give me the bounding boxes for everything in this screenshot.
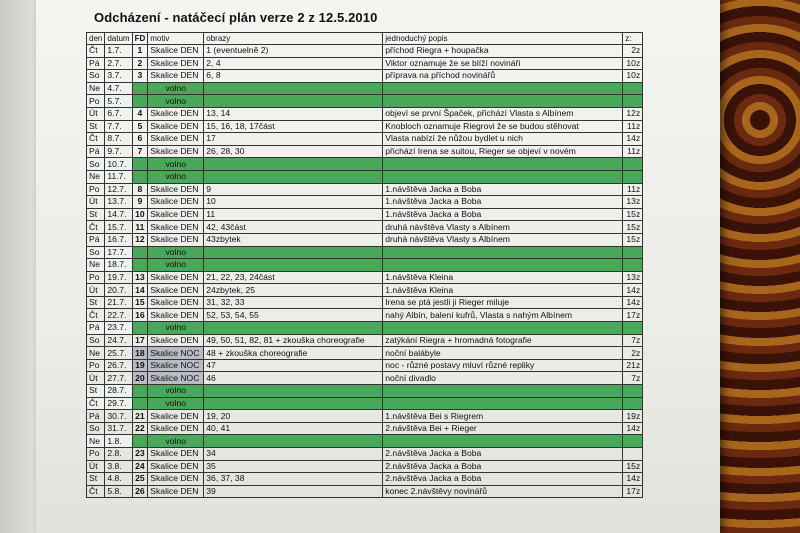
cell-fd bbox=[132, 170, 148, 183]
cell-day: So bbox=[87, 422, 105, 435]
cell-date: 4.8. bbox=[105, 473, 132, 486]
table-row bbox=[87, 385, 643, 398]
cell-z: 17z bbox=[623, 309, 643, 322]
cell-popis: 1.návštěva Bei s Riegrem bbox=[383, 410, 623, 423]
table-row bbox=[87, 334, 643, 347]
cell-motiv: Skalice DEN bbox=[148, 196, 204, 209]
cell-date: 7.7. bbox=[105, 120, 132, 133]
cell-z: 2z bbox=[623, 347, 643, 360]
table-row bbox=[87, 347, 643, 360]
cell-date: 31.7. bbox=[105, 422, 132, 435]
schedule-table bbox=[86, 32, 643, 498]
cell-z: 19z bbox=[623, 410, 643, 423]
cell-motiv: Skalice DEN bbox=[148, 485, 204, 498]
cell-motiv: Skalice DEN bbox=[148, 460, 204, 473]
cell-obrazy: 36, 37, 38 bbox=[204, 473, 383, 486]
cell-date: 14.7. bbox=[105, 208, 132, 221]
table-row bbox=[87, 70, 643, 83]
table-row bbox=[87, 448, 643, 461]
cell-z: 11z bbox=[623, 183, 643, 196]
cell-day: Ne bbox=[87, 259, 105, 272]
cell-z: 2z bbox=[623, 45, 643, 58]
cell-motiv: Skalice DEN bbox=[148, 183, 204, 196]
cell-day: Pá bbox=[87, 57, 105, 70]
cell-z bbox=[623, 385, 643, 398]
cell-popis bbox=[383, 322, 623, 335]
cell-popis: Viktor oznamuje že se blíží novináři bbox=[383, 57, 623, 70]
table-row bbox=[87, 170, 643, 183]
cell-day: St bbox=[87, 385, 105, 398]
cell-obrazy: 31, 32, 33 bbox=[204, 296, 383, 309]
cell-day: Ne bbox=[87, 82, 105, 95]
cell-motiv: volno bbox=[148, 95, 204, 108]
cell-day: Pá bbox=[87, 233, 105, 246]
cell-date: 4.7. bbox=[105, 82, 132, 95]
cell-day: Po bbox=[87, 183, 105, 196]
cell-z bbox=[623, 95, 643, 108]
cell-volno bbox=[204, 435, 383, 448]
cell-obrazy: 43zbytek bbox=[204, 233, 383, 246]
cell-z bbox=[623, 259, 643, 272]
table-row bbox=[87, 233, 643, 246]
table-row bbox=[87, 158, 643, 171]
cell-volno bbox=[204, 259, 383, 272]
cell-day: Po bbox=[87, 95, 105, 108]
table-row bbox=[87, 485, 643, 498]
cell-day: Čt bbox=[87, 133, 105, 146]
cell-popis: 2.návštěva Bei + Rieger bbox=[383, 422, 623, 435]
cell-z bbox=[623, 246, 643, 259]
cell-popis: 1.návštěva Jacka a Boba bbox=[383, 183, 623, 196]
cell-fd: 19 bbox=[132, 359, 148, 372]
cell-motiv: Skalice DEN bbox=[148, 45, 204, 58]
cell-fd: 21 bbox=[132, 410, 148, 423]
table-row bbox=[87, 183, 643, 196]
cell-z bbox=[623, 448, 643, 461]
cell-fd: 4 bbox=[132, 107, 148, 120]
cell-popis: přichází Irena se suitou, Rieger se objeví v novém bbox=[383, 145, 623, 158]
left-background bbox=[0, 0, 40, 533]
cell-day: So bbox=[87, 70, 105, 83]
cell-date: 2.7. bbox=[105, 57, 132, 70]
cell-date: 11.7. bbox=[105, 170, 132, 183]
cell-day: Po bbox=[87, 271, 105, 284]
cell-fd: 9 bbox=[132, 196, 148, 209]
cell-date: 20.7. bbox=[105, 284, 132, 297]
cell-day: Po bbox=[87, 359, 105, 372]
cell-day: Ne bbox=[87, 347, 105, 360]
cell-motiv: Skalice DEN bbox=[148, 107, 204, 120]
cell-obrazy: 2, 4 bbox=[204, 57, 383, 70]
cell-obrazy: 40, 41 bbox=[204, 422, 383, 435]
cell-motiv: Skalice DEN bbox=[148, 70, 204, 83]
cell-obrazy: 39 bbox=[204, 485, 383, 498]
table-row bbox=[87, 359, 643, 372]
table-row bbox=[87, 322, 643, 335]
cell-z: 14z bbox=[623, 473, 643, 486]
cell-volno bbox=[204, 82, 383, 95]
cell-motiv: Skalice DEN bbox=[148, 473, 204, 486]
cell-day: Pá bbox=[87, 145, 105, 158]
cell-motiv: volno bbox=[148, 170, 204, 183]
cell-day: Út bbox=[87, 460, 105, 473]
cell-fd: 11 bbox=[132, 221, 148, 234]
cell-popis bbox=[383, 82, 623, 95]
cell-obrazy: 21, 22, 23, 24část bbox=[204, 271, 383, 284]
cell-obrazy: 11 bbox=[204, 208, 383, 221]
cell-motiv: Skalice DEN bbox=[148, 133, 204, 146]
cell-obrazy: 1 (eventuelně 2) bbox=[204, 45, 383, 58]
cell-motiv: volno bbox=[148, 158, 204, 171]
cell-fd: 7 bbox=[132, 145, 148, 158]
cell-day: Pá bbox=[87, 322, 105, 335]
cell-fd: 5 bbox=[132, 120, 148, 133]
cell-day: Čt bbox=[87, 221, 105, 234]
cell-z: 14z bbox=[623, 133, 643, 146]
cell-z: 13z bbox=[623, 196, 643, 209]
cell-day: St bbox=[87, 208, 105, 221]
table-row bbox=[87, 259, 643, 272]
cell-popis: nahý Albín, balení kufrů, Vlasta s nahým Albínem bbox=[383, 309, 623, 322]
cell-popis: 2.návštěva Jacka a Boba bbox=[383, 473, 623, 486]
cell-day: St bbox=[87, 296, 105, 309]
header-date: datum bbox=[105, 33, 132, 45]
table-row bbox=[87, 107, 643, 120]
cell-day: So bbox=[87, 246, 105, 259]
cell-fd bbox=[132, 322, 148, 335]
cell-date: 24.7. bbox=[105, 334, 132, 347]
cell-volno bbox=[204, 322, 383, 335]
cell-popis: druhá návštěva Vlasty s Albínem bbox=[383, 221, 623, 234]
cell-popis: konec 2.návštěvy novinářů bbox=[383, 485, 623, 498]
cell-z: 15z bbox=[623, 221, 643, 234]
cell-popis: 1.návštěva Kleina bbox=[383, 284, 623, 297]
cell-z bbox=[623, 435, 643, 448]
cell-z: 11z bbox=[623, 145, 643, 158]
cell-z bbox=[623, 82, 643, 95]
cell-day: St bbox=[87, 473, 105, 486]
cell-date: 21.7. bbox=[105, 296, 132, 309]
table-row bbox=[87, 120, 643, 133]
cell-popis bbox=[383, 397, 623, 410]
cell-obrazy: 49, 50, 51, 82, 81 + zkouška choreografie bbox=[204, 334, 383, 347]
cell-fd: 26 bbox=[132, 485, 148, 498]
cell-date: 1.8. bbox=[105, 435, 132, 448]
table-row bbox=[87, 284, 643, 297]
cell-fd: 8 bbox=[132, 183, 148, 196]
table-row bbox=[87, 45, 643, 58]
cell-date: 17.7. bbox=[105, 246, 132, 259]
cell-date: 3.8. bbox=[105, 460, 132, 473]
cell-motiv: Skalice DEN bbox=[148, 233, 204, 246]
cell-day: Út bbox=[87, 284, 105, 297]
cell-fd: 13 bbox=[132, 271, 148, 284]
cell-date: 5.8. bbox=[105, 485, 132, 498]
cell-day: Čt bbox=[87, 397, 105, 410]
cell-popis: noční balábyle bbox=[383, 347, 623, 360]
cell-date: 15.7. bbox=[105, 221, 132, 234]
cell-z: 15z bbox=[623, 233, 643, 246]
cell-motiv: volno bbox=[148, 322, 204, 335]
cell-fd bbox=[132, 158, 148, 171]
cell-date: 19.7. bbox=[105, 271, 132, 284]
cell-day: Pá bbox=[87, 410, 105, 423]
cell-date: 9.7. bbox=[105, 145, 132, 158]
cell-motiv: Skalice DEN bbox=[148, 410, 204, 423]
cell-popis: 1.návštěva Jacka a Boba bbox=[383, 196, 623, 209]
header-fd: FD bbox=[132, 33, 148, 45]
cell-obrazy: 46 bbox=[204, 372, 383, 385]
table-row bbox=[87, 372, 643, 385]
cell-z bbox=[623, 397, 643, 410]
cell-volno bbox=[204, 170, 383, 183]
cell-day: Čt bbox=[87, 485, 105, 498]
cell-popis: příchod Riegra + houpačka bbox=[383, 45, 623, 58]
cell-fd: 20 bbox=[132, 372, 148, 385]
cell-date: 23.7. bbox=[105, 322, 132, 335]
cell-fd: 23 bbox=[132, 448, 148, 461]
cell-obrazy: 19, 20 bbox=[204, 410, 383, 423]
cell-fd: 22 bbox=[132, 422, 148, 435]
cell-motiv: volno bbox=[148, 246, 204, 259]
cell-z: 11z bbox=[623, 120, 643, 133]
cell-fd bbox=[132, 435, 148, 448]
cell-motiv: Skalice DEN bbox=[148, 284, 204, 297]
cell-z: 14z bbox=[623, 422, 643, 435]
cell-fd bbox=[132, 385, 148, 398]
cell-z: 21z bbox=[623, 359, 643, 372]
cell-fd bbox=[132, 397, 148, 410]
cell-z: 12z bbox=[623, 107, 643, 120]
cell-fd: 18 bbox=[132, 347, 148, 360]
cell-z: 10z bbox=[623, 57, 643, 70]
cell-day: So bbox=[87, 334, 105, 347]
cell-fd: 2 bbox=[132, 57, 148, 70]
cell-fd: 17 bbox=[132, 334, 148, 347]
cell-day: Út bbox=[87, 107, 105, 120]
cell-z bbox=[623, 170, 643, 183]
cell-motiv: volno bbox=[148, 259, 204, 272]
cell-z: 15z bbox=[623, 208, 643, 221]
cell-date: 10.7. bbox=[105, 158, 132, 171]
cell-fd: 6 bbox=[132, 133, 148, 146]
cell-popis bbox=[383, 259, 623, 272]
cell-fd: 1 bbox=[132, 45, 148, 58]
cell-day: Po bbox=[87, 448, 105, 461]
cell-day: Út bbox=[87, 196, 105, 209]
cell-obrazy: 13, 14 bbox=[204, 107, 383, 120]
cell-day: St bbox=[87, 120, 105, 133]
cell-fd: 10 bbox=[132, 208, 148, 221]
cell-popis bbox=[383, 95, 623, 108]
cell-obrazy: 15, 16, 18, 17část bbox=[204, 120, 383, 133]
cell-obrazy: 47 bbox=[204, 359, 383, 372]
cell-popis: zatýkání Riegra + hromadná fotografie bbox=[383, 334, 623, 347]
cell-motiv: Skalice DEN bbox=[148, 145, 204, 158]
cell-volno bbox=[204, 95, 383, 108]
cell-motiv: volno bbox=[148, 82, 204, 95]
cell-date: 2.8. bbox=[105, 448, 132, 461]
cell-popis: objeví se první Špaček, přichází Vlasta s Albínem bbox=[383, 107, 623, 120]
cell-motiv: Skalice NOC bbox=[148, 372, 204, 385]
cell-z: 7z bbox=[623, 372, 643, 385]
table-row bbox=[87, 397, 643, 410]
page-title: Odcházení - natáčecí plán verze 2 z 12.5.2010 bbox=[94, 10, 378, 25]
cell-obrazy: 17 bbox=[204, 133, 383, 146]
cell-z: 13z bbox=[623, 271, 643, 284]
cell-popis: 2.návštěva Jacka a Boba bbox=[383, 448, 623, 461]
cell-obrazy: 48 + zkouška choreografie bbox=[204, 347, 383, 360]
table-row bbox=[87, 271, 643, 284]
cell-fd: 15 bbox=[132, 296, 148, 309]
cell-fd bbox=[132, 246, 148, 259]
table-row bbox=[87, 95, 643, 108]
table-row bbox=[87, 133, 643, 146]
cell-date: 5.7. bbox=[105, 95, 132, 108]
cell-obrazy: 52, 53, 54, 55 bbox=[204, 309, 383, 322]
cell-popis bbox=[383, 435, 623, 448]
cell-popis: noční divadlo bbox=[383, 372, 623, 385]
table-row bbox=[87, 410, 643, 423]
cell-popis bbox=[383, 385, 623, 398]
cell-popis: Irena se ptá jestli ji Rieger miluje bbox=[383, 296, 623, 309]
cell-motiv: volno bbox=[148, 435, 204, 448]
cell-motiv: Skalice DEN bbox=[148, 120, 204, 133]
cell-motiv: Skalice DEN bbox=[148, 296, 204, 309]
cell-date: 29.7. bbox=[105, 397, 132, 410]
table-row bbox=[87, 82, 643, 95]
cell-z bbox=[623, 158, 643, 171]
table-row bbox=[87, 296, 643, 309]
cell-motiv: Skalice NOC bbox=[148, 347, 204, 360]
cell-day: Ne bbox=[87, 435, 105, 448]
cell-fd bbox=[132, 259, 148, 272]
cell-fd: 25 bbox=[132, 473, 148, 486]
cell-date: 28.7. bbox=[105, 385, 132, 398]
cell-z: 17z bbox=[623, 485, 643, 498]
cell-date: 25.7. bbox=[105, 347, 132, 360]
cell-day: Út bbox=[87, 372, 105, 385]
cell-motiv: Skalice DEN bbox=[148, 271, 204, 284]
cell-fd: 14 bbox=[132, 284, 148, 297]
cell-day: Čt bbox=[87, 309, 105, 322]
cell-date: 22.7. bbox=[105, 309, 132, 322]
cell-fd: 24 bbox=[132, 460, 148, 473]
header-popis: jednoduchý popis bbox=[383, 33, 623, 45]
cell-day: Čt bbox=[87, 45, 105, 58]
cell-z: 14z bbox=[623, 296, 643, 309]
cell-popis: noc - různé postavy mluví různé repliky bbox=[383, 359, 623, 372]
cell-motiv: volno bbox=[148, 385, 204, 398]
table-row bbox=[87, 145, 643, 158]
cell-popis bbox=[383, 170, 623, 183]
cell-motiv: Skalice DEN bbox=[148, 57, 204, 70]
cell-motiv: Skalice DEN bbox=[148, 309, 204, 322]
header-motiv: motiv bbox=[148, 33, 204, 45]
cell-popis bbox=[383, 246, 623, 259]
cell-popis: 2.návštěva Jacka a Boba bbox=[383, 460, 623, 473]
cell-date: 8.7. bbox=[105, 133, 132, 146]
cell-fd bbox=[132, 82, 148, 95]
header-z: z: bbox=[623, 33, 643, 45]
cell-z bbox=[623, 322, 643, 335]
table-row bbox=[87, 460, 643, 473]
cell-motiv: Skalice DEN bbox=[148, 208, 204, 221]
cell-fd: 3 bbox=[132, 70, 148, 83]
cell-popis: Vlasta nabízí že nůžou bydlet u nich bbox=[383, 133, 623, 146]
header-obrazy: obrazy bbox=[204, 33, 383, 45]
table-row bbox=[87, 57, 643, 70]
cell-fd: 16 bbox=[132, 309, 148, 322]
table-row bbox=[87, 473, 643, 486]
cell-date: 13.7. bbox=[105, 196, 132, 209]
cell-volno bbox=[204, 385, 383, 398]
cell-date: 1.7. bbox=[105, 45, 132, 58]
table-row bbox=[87, 208, 643, 221]
cell-date: 27.7. bbox=[105, 372, 132, 385]
cell-popis bbox=[383, 158, 623, 171]
cell-date: 3.7. bbox=[105, 70, 132, 83]
cell-obrazy: 9 bbox=[204, 183, 383, 196]
cell-day: So bbox=[87, 158, 105, 171]
cell-date: 6.7. bbox=[105, 107, 132, 120]
cell-date: 26.7. bbox=[105, 359, 132, 372]
cell-volno bbox=[204, 397, 383, 410]
cell-fd bbox=[132, 95, 148, 108]
table-row bbox=[87, 422, 643, 435]
cell-popis: příprava na příchod novinářů bbox=[383, 70, 623, 83]
table-row bbox=[87, 221, 643, 234]
cell-date: 12.7. bbox=[105, 183, 132, 196]
cell-obrazy: 42, 43část bbox=[204, 221, 383, 234]
cell-volno bbox=[204, 246, 383, 259]
cell-motiv: Skalice DEN bbox=[148, 422, 204, 435]
cell-motiv: Skalice DEN bbox=[148, 448, 204, 461]
cell-motiv: Skalice DEN bbox=[148, 221, 204, 234]
cell-day: Ne bbox=[87, 170, 105, 183]
cell-obrazy: 35 bbox=[204, 460, 383, 473]
cell-volno bbox=[204, 158, 383, 171]
header-day: den bbox=[87, 33, 105, 45]
cell-z: 15z bbox=[623, 460, 643, 473]
cell-obrazy: 26, 28, 30 bbox=[204, 145, 383, 158]
table-row bbox=[87, 196, 643, 209]
cell-date: 16.7. bbox=[105, 233, 132, 246]
table-header-row bbox=[87, 33, 643, 45]
cell-popis: 1.návštěva Kleina bbox=[383, 271, 623, 284]
cell-motiv: volno bbox=[148, 397, 204, 410]
cell-motiv: Skalice DEN bbox=[148, 334, 204, 347]
cell-obrazy: 34 bbox=[204, 448, 383, 461]
cell-obrazy: 6, 8 bbox=[204, 70, 383, 83]
cell-popis: 1.návštěva Jacka a Boba bbox=[383, 208, 623, 221]
cell-popis: Knobloch oznamuje Riegrovi že se budou stěhovat bbox=[383, 120, 623, 133]
cell-popis: druhá návštěva Vlasty s Albínem bbox=[383, 233, 623, 246]
cell-motiv: Skalice NOC bbox=[148, 359, 204, 372]
cell-date: 30.7. bbox=[105, 410, 132, 423]
cell-obrazy: 10 bbox=[204, 196, 383, 209]
cell-z: 7z bbox=[623, 334, 643, 347]
cell-obrazy: 24zbytek, 25 bbox=[204, 284, 383, 297]
cell-fd: 12 bbox=[132, 233, 148, 246]
table-row bbox=[87, 309, 643, 322]
cell-z: 10z bbox=[623, 70, 643, 83]
table-row bbox=[87, 435, 643, 448]
table-row bbox=[87, 246, 643, 259]
cell-date: 18.7. bbox=[105, 259, 132, 272]
cell-z: 14z bbox=[623, 284, 643, 297]
